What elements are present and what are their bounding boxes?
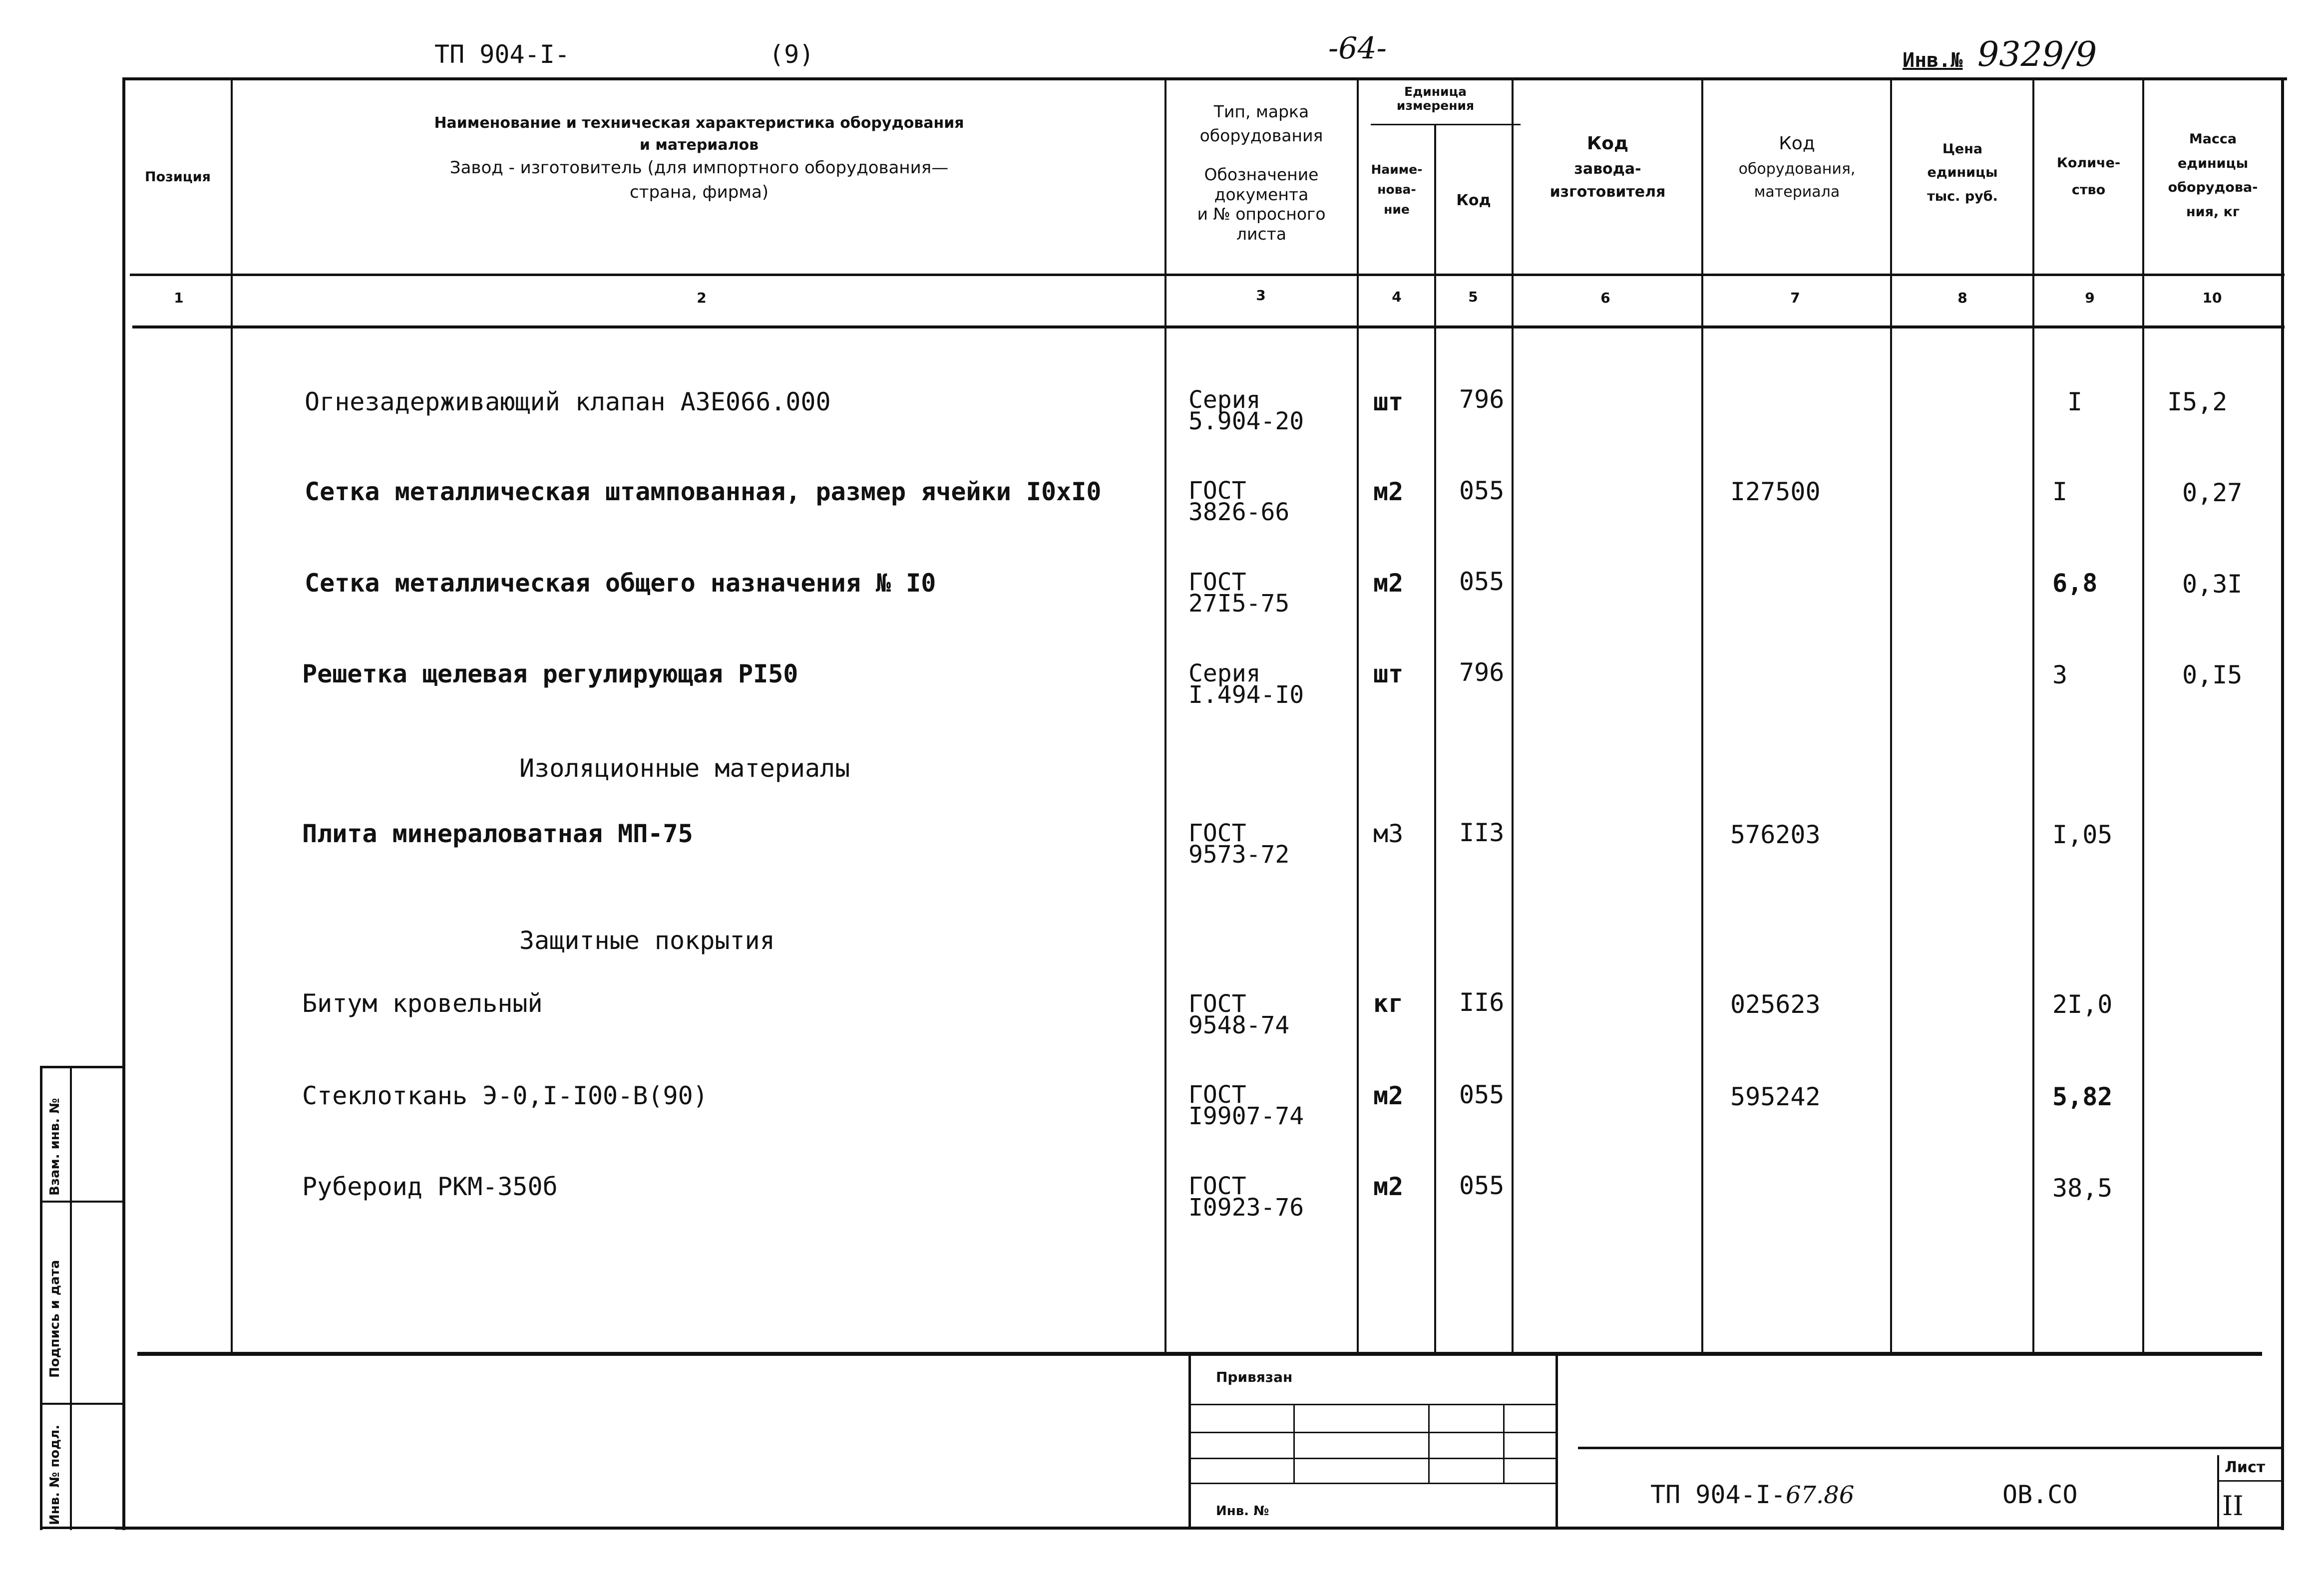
section-coatings: Защитные покрытия (519, 926, 775, 955)
row-1-doc-line-2: 5.904-20 (1188, 407, 1304, 436)
row-10-doc-line-1: ГОСТ (1188, 1172, 1246, 1200)
header-unit-name (1359, 160, 1434, 220)
row-3-name: Сетка металлическая общего назначения № I0 (305, 569, 936, 598)
row-2-doc-line-1: ГОСТ (1188, 477, 1246, 505)
column-number-4: 4 (1392, 289, 1402, 305)
header-plant-code (1514, 130, 1701, 204)
row-2-unit-code: 055 (1459, 476, 1505, 505)
header-unit-name-1: Наиме- (1371, 162, 1423, 177)
frame-bottom-border (115, 1527, 2282, 1530)
header-unit-code: Код (1456, 192, 1491, 209)
side-stamp-divider-2 (40, 1403, 122, 1405)
column-number-10: 10 (2202, 290, 2222, 306)
row-8-unit: кг (1373, 989, 1404, 1018)
sheet-type: ОВ.СО (2002, 1480, 2078, 1509)
row-4-name: Решетка щелевая регулирующая РI50 (302, 659, 798, 688)
page-number: -64- (1328, 31, 1387, 66)
sheet-label: Лист (2225, 1459, 2266, 1476)
header-name-line-2: и материалов (639, 136, 759, 154)
row-10-doc (1188, 1172, 1304, 1222)
column-number-2: 2 (697, 290, 707, 306)
header-plant-code-1: Код (1586, 133, 1629, 154)
row-1-unit: шт (1373, 387, 1404, 416)
row-4-doc-line-1: Серия (1188, 659, 1261, 687)
row-2-mass: 0,27 (2182, 478, 2243, 507)
header-name-line-1: Наименование и техническая характеристика оборудования (434, 114, 964, 132)
column-number-8: 8 (1957, 290, 1967, 306)
unit-group-divider (1371, 124, 1521, 125)
header-material-code-3: материала (1754, 183, 1840, 201)
header-material-code-2: оборудования, (1738, 160, 1856, 178)
stamp-linked-label: Привязан (1216, 1369, 1293, 1385)
header-quantity-1: Количе- (2056, 155, 2121, 171)
part-number: (9) (769, 40, 814, 69)
stamp-line-4 (1191, 1483, 1555, 1484)
document-code (1650, 1480, 1854, 1509)
row-9-doc (1188, 1081, 1304, 1131)
row-2-doc (1188, 477, 1290, 527)
column-number-6: 6 (1600, 290, 1610, 306)
column-number-3: 3 (1256, 287, 1266, 304)
stamp-inventory-label: Инв. № (1216, 1504, 1269, 1519)
row-4-unit: шт (1373, 659, 1404, 688)
row-10-unit: м2 (1373, 1172, 1404, 1201)
row-9-doc-line-2: I9907-74 (1188, 1102, 1304, 1131)
column-number-5: 5 (1468, 289, 1478, 305)
row-3-doc (1188, 568, 1290, 618)
header-type-line-1: Тип, марка (1213, 102, 1309, 121)
inventory-label: Инв.№ (1903, 49, 1963, 72)
row-8-doc-line-2: 9548-74 (1188, 1011, 1290, 1040)
row-2-quantity: I (2052, 477, 2068, 506)
row-1-name: Огнезадерживающий клапан АЗЕ066.000 (305, 387, 831, 416)
column-number-9: 9 (2085, 290, 2095, 306)
row-9-doc-line-1: ГОСТ (1188, 1081, 1246, 1109)
row-6-unit: м3 (1373, 819, 1404, 848)
frame-right-border (2281, 77, 2284, 1530)
header-doc-line-1: Обозначение (1204, 165, 1319, 184)
header-mass (2145, 127, 2281, 224)
row-4-mass: 0,I5 (2182, 660, 2243, 689)
header-name-line-3: Завод - изготовитель (для импортного оборудования— (449, 158, 949, 178)
col-divider-2 (1164, 77, 1166, 1353)
side-stamp-divider-1 (40, 1201, 122, 1203)
header-price-3: тыс. руб. (1927, 188, 1998, 204)
row-3-quantity: 6,8 (2052, 569, 2098, 598)
row-4-unit-code: 796 (1459, 658, 1505, 687)
row-1-doc-line-1: Серия (1188, 386, 1261, 414)
row-1-doc (1188, 386, 1304, 436)
row-9-name: Стеклоткань Э-0,I-I00-В(90) (302, 1081, 708, 1110)
header-name-line-4: страна, фирма) (629, 182, 769, 203)
side-stamp-top (40, 1066, 125, 1068)
side-stamp-left-border (40, 1066, 42, 1530)
header-quantity (2035, 150, 2142, 204)
col-divider-4 (1434, 124, 1436, 1353)
header-material-code (1704, 130, 1890, 204)
header-mass-3: оборудова- (2168, 180, 2258, 196)
project-code: ТП 904-I- (434, 40, 570, 69)
stamp-line-1 (1191, 1404, 1555, 1405)
header-plant-code-3: изготовителя (1549, 183, 1666, 201)
row-3-unit: м2 (1373, 569, 1404, 598)
row-1-unit-code: 796 (1459, 385, 1505, 414)
stamp-vline-2 (1428, 1404, 1430, 1484)
document-code-handwritten: 67.86 (1785, 1481, 1855, 1509)
row-9-quantity: 5,82 (2052, 1082, 2113, 1111)
col-divider-8 (2032, 77, 2034, 1353)
table-bottom-line (137, 1352, 2262, 1356)
header-unit-line-1: Единица (1404, 84, 1467, 99)
row-10-doc-line-2: I0923-76 (1188, 1194, 1304, 1222)
col-divider-9 (2142, 77, 2144, 1353)
inventory-number: 9329/9 (1977, 35, 2097, 74)
header-type-line-2: оборудования (1199, 125, 1323, 145)
stamp-right-border (1555, 1353, 1558, 1528)
row-6-unit-code: II3 (1459, 818, 1505, 847)
column-number-1: 1 (174, 290, 184, 306)
document-code-prefix: ТП 904-I- (1650, 1480, 1786, 1509)
col-divider-5 (1512, 77, 1514, 1353)
col-divider-6 (1701, 77, 1703, 1353)
header-price-1: Цена (1942, 141, 1983, 157)
row-2-doc-line-2: 3826-66 (1188, 498, 1290, 527)
row-4-quantity: 3 (2052, 660, 2068, 689)
row-3-mass: 0,3I (2182, 570, 2243, 599)
stamp-vline-3 (1503, 1404, 1505, 1484)
side-stamp-bottom (40, 1527, 125, 1529)
row-8-quantity: 2I,0 (2052, 990, 2113, 1019)
header-price (1893, 137, 2032, 208)
section-insulation: Изоляционные материалы (519, 754, 850, 783)
header-position: Позиция (144, 169, 211, 185)
header-unit-group (1359, 85, 1512, 112)
row-2-unit: м2 (1373, 477, 1404, 506)
header-doc-line-4: листа (1236, 224, 1287, 244)
header-mass-4: ния, кг (2186, 204, 2240, 220)
title-block-line (1578, 1447, 2282, 1449)
row-9-unit: м2 (1373, 1081, 1404, 1110)
row-3-unit-code: 055 (1459, 567, 1505, 596)
row-9-unit-code: 055 (1459, 1080, 1505, 1109)
row-8-unit-code: II6 (1459, 988, 1505, 1017)
row-6-quantity: I,05 (2052, 820, 2113, 849)
row-4-doc (1188, 659, 1304, 709)
header-unit-line-2: измерения (1396, 98, 1475, 113)
column-number-7: 7 (1790, 290, 1800, 306)
row-9-material-code: 595242 (1730, 1082, 1821, 1111)
header-mass-1: Масса (2189, 131, 2237, 147)
header-name (235, 112, 1163, 205)
header-material-code-1: Код (1779, 133, 1815, 154)
stamp-line-2 (1191, 1432, 1555, 1433)
stamp-left-border (1188, 1353, 1191, 1528)
row-10-unit-code: 055 (1459, 1171, 1505, 1200)
stamp-vline-1 (1293, 1404, 1295, 1484)
row-6-material-code: 576203 (1730, 820, 1821, 849)
col-divider-7 (1890, 77, 1892, 1353)
header-type (1166, 100, 1356, 148)
row-3-doc-line-2: 27I5-75 (1188, 590, 1290, 618)
header-plant-code-2: завода- (1574, 160, 1641, 178)
header-price-2: единицы (1927, 165, 1998, 181)
row-10-quantity: 38,5 (2052, 1174, 2113, 1203)
col-divider-1 (231, 77, 233, 1353)
side-field-replaced-inv: Взам. инв. № (47, 1098, 62, 1196)
header-unit-name-2: нова- (1377, 182, 1416, 197)
row-3-doc-line-1: ГОСТ (1188, 568, 1246, 596)
row-8-doc-line-1: ГОСТ (1188, 990, 1246, 1018)
row-8-material-code: 025623 (1730, 990, 1821, 1019)
row-6-doc (1188, 819, 1290, 869)
sheet-cell-line (2218, 1480, 2282, 1482)
table-top-border (122, 77, 2287, 80)
side-field-original-inv: Инв. № подл. (47, 1424, 62, 1525)
row-10-name: Рубероид РКМ-350б (302, 1172, 558, 1201)
header-mass-2: единицы (2177, 155, 2249, 171)
sheet-cell-border (2217, 1455, 2219, 1528)
row-1-quantity: I (2067, 387, 2083, 416)
row-6-name: Плита минераловатная МП-75 (302, 819, 693, 848)
stamp-line-3 (1191, 1458, 1555, 1459)
row-6-doc-line-2: 9573-72 (1188, 841, 1290, 869)
sheet-number: II (2222, 1490, 2244, 1522)
row-8-doc (1188, 990, 1290, 1040)
column-numbers-line (132, 325, 2285, 328)
row-2-material-code: I27500 (1730, 477, 1821, 506)
row-6-doc-line-1: ГОСТ (1188, 819, 1246, 847)
row-8-name: Битум кровельный (302, 989, 543, 1018)
header-doc (1166, 165, 1356, 244)
header-quantity-2: ство (2071, 182, 2106, 198)
header-doc-line-2: документа (1214, 184, 1309, 204)
row-4-doc-line-2: I.494-I0 (1188, 681, 1304, 709)
col-divider-3 (1357, 77, 1359, 1353)
row-2-name: Сетка металлическая штампованная, размер ячейки I0xI0 (305, 477, 1102, 506)
row-1-mass: I5,2 (2167, 387, 2228, 416)
side-field-signature-date: Подпись и дата (47, 1260, 62, 1378)
header-unit-name-3: ние (1384, 202, 1410, 217)
header-doc-line-3: и № опросного (1197, 204, 1326, 224)
header-bottom-line (130, 274, 2285, 276)
side-stamp-inner-line (70, 1066, 72, 1530)
frame-left-border (122, 77, 125, 1530)
